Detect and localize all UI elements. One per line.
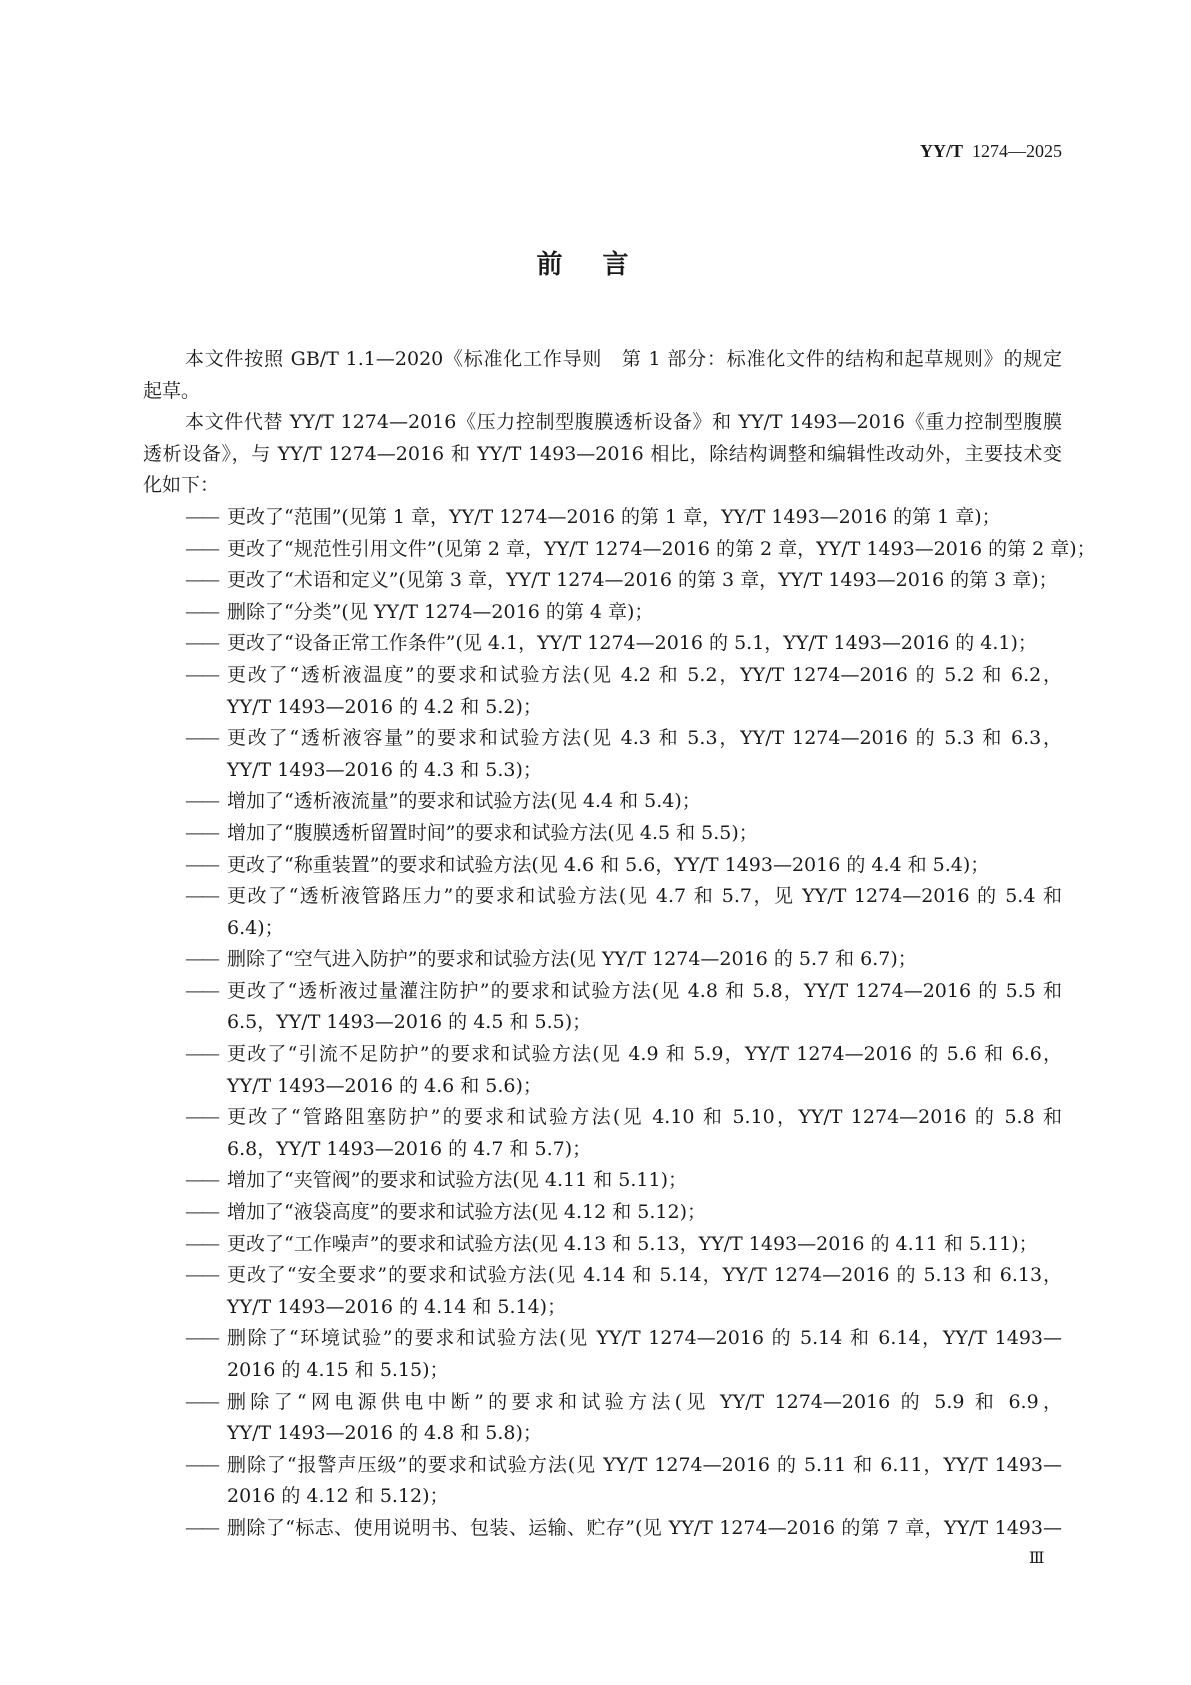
list-item-continuation: 6.8，YY/T 1493—2016 的 4.7 和 5.7)；	[227, 1137, 592, 1160]
list-item-first-line	[143, 1450, 1062, 1482]
list-item-text: 更改了“透析液过量灌注防护”的要求和试验方法(见 4.8 和 5.8，YY/T 1274—2016 的 5.5 和	[227, 979, 1062, 1002]
list-item-first-line	[143, 1387, 1062, 1419]
list-item-text: 删除了“环境试验”的要求和试验方法(见 YY/T 1274—2016 的 5.14 和 6.14，YY/T 1493—	[227, 1327, 1062, 1350]
list-item-text: 更改了“管路阻塞防护”的要求和试验方法(见 4.10 和 5.10，YY/T 1274—2016 的 5.8 和	[227, 1106, 1062, 1129]
list-item	[143, 1165, 1062, 1197]
page-title: 前言	[536, 250, 669, 280]
list-item-text: 更改了“术语和定义”(见第 3 章，YY/T 1274—2016 的第 3 章，YY/T 1493—2016 的第 3 章)；	[227, 569, 1058, 592]
list-dash-marker: ——	[185, 1264, 217, 1287]
list-dash-marker: ——	[185, 1106, 217, 1129]
list-dash-marker: ——	[185, 505, 217, 528]
paragraph-line: 本文件代替 YY/T 1274—2016《压力控制型腹膜透析设备》和 YY/T 1493—2016《重力控制型腹膜	[185, 411, 1062, 434]
list-item-text: 增加了“夹管阀”的要求和试验方法(见 4.11 和 5.11)；	[227, 1169, 687, 1192]
list-item-text: 更改了“设备正常工作条件”(见 4.1，YY/T 1274—2016 的 5.1，YY/T 1493—2016 的 4.1)；	[227, 632, 1037, 655]
page-number: Ⅲ	[1029, 1548, 1045, 1567]
list-item	[143, 1450, 1062, 1513]
list-item-first-line	[143, 660, 1062, 692]
list-dash-marker: ——	[185, 1169, 217, 1192]
list-item-text: 删除了“报警声压级”的要求和试验方法(见 YY/T 1274—2016 的 5.11 和 6.11，YY/T 1493—	[227, 1453, 1062, 1476]
list-item-text: 更改了“透析液温度”的要求和试验方法(见 4.2 和 5.2，YY/T 1274—2016 的 5.2 和 6.2，	[227, 663, 1062, 686]
list-dash-marker: ——	[185, 948, 217, 971]
paragraph-line: 化如下：	[143, 474, 220, 497]
list-item	[143, 1260, 1062, 1323]
list-item	[143, 1102, 1062, 1165]
list-item-text: 删除了“网电源供电中断”的要求和试验方法(见 YY/T 1274—2016 的 5.9 和 6.9，	[227, 1390, 1062, 1413]
list-dash-marker: ——	[185, 790, 217, 813]
list-item	[143, 502, 1062, 534]
document-code	[920, 141, 1062, 162]
list-item	[143, 660, 1062, 723]
list-dash-marker: ——	[185, 537, 217, 560]
list-dash-marker: ——	[185, 1516, 217, 1539]
list-item-first-line	[143, 1102, 1062, 1134]
list-item	[143, 944, 1062, 976]
list-dash-marker: ——	[185, 1390, 217, 1413]
list-dash-marker: ——	[185, 853, 217, 876]
list-item-text: 删除了“分类”(见 YY/T 1274—2016 的第 4 章)；	[227, 600, 654, 623]
list-item	[143, 976, 1062, 1039]
list-item-continuation: YY/T 1493—2016 的 4.14 和 5.14)；	[227, 1295, 567, 1318]
list-item-first-line	[143, 944, 1062, 976]
list-dash-marker: ——	[185, 1453, 217, 1476]
list-dash-marker: ——	[185, 663, 217, 686]
list-item-first-line	[143, 1323, 1062, 1355]
list-item-continuation: 2016 的 4.15 和 5.15)；	[227, 1359, 449, 1381]
list-item-text: 更改了“引流不足防护”的要求和试验方法(见 4.9 和 5.9，YY/T 1274—2016 的 5.6 和 6.6，	[227, 1043, 1062, 1066]
list-item-first-line	[143, 1229, 1062, 1261]
list-dash-marker: ——	[185, 632, 217, 655]
list-item-text: 增加了“液袋高度”的要求和试验方法(见 4.12 和 5.12)；	[227, 1201, 706, 1224]
list-item-text: 更改了“规范性引用文件”(见第 2 章，YY/T 1274—2016 的第 2 章，YY/T 1493—2016 的第 2 章)；	[227, 537, 1096, 560]
list-item-text: 增加了“腹膜透析留置时间”的要求和试验方法(见 4.5 和 5.5)；	[227, 821, 758, 844]
list-item	[143, 1197, 1062, 1229]
foreword-body	[143, 344, 1096, 1545]
list-item-first-line	[143, 534, 1096, 566]
list-dash-marker: ——	[185, 821, 217, 844]
list-item-text: 更改了“工作噪声”的要求和试验方法(见 4.13 和 5.13，YY/T 1493—2016 的 4.11 和 5.11)；	[227, 1232, 1038, 1255]
list-dash-marker: ——	[185, 569, 217, 592]
list-item-first-line	[143, 1197, 1062, 1229]
list-item-continuation: 6.5，YY/T 1493—2016 的 4.5 和 5.5)；	[227, 1011, 592, 1034]
list-item-first-line	[143, 597, 1062, 629]
list-item-text: 更改了“透析液管路压力”的要求和试验方法(见 4.7 和 5.7，见 YY/T 1274—2016 的 5.4 和	[227, 885, 1062, 908]
list-dash-marker: ——	[185, 979, 217, 1002]
paragraph	[143, 407, 1062, 502]
list-item-first-line	[143, 1039, 1062, 1071]
list-item-first-line	[143, 502, 1062, 534]
list-item	[143, 1513, 1062, 1545]
list-item-first-line	[143, 818, 1062, 850]
list-item	[143, 1323, 1062, 1386]
list-item	[143, 1039, 1062, 1102]
list-item-first-line	[143, 565, 1062, 597]
list-item-text: 删除了“空气进入防护”的要求和试验方法(见 YY/T 1274—2016 的 5.7 和 6.7)；	[227, 948, 917, 971]
list-item-continuation: 6.4)；	[227, 916, 284, 939]
list-item-first-line	[143, 1165, 1062, 1197]
list-item-text: 增加了“透析液流量”的要求和试验方法(见 4.4 和 5.4)；	[227, 790, 701, 813]
list-item-continuation: YY/T 1493—2016 的 4.8 和 5.8)；	[227, 1422, 542, 1445]
list-item-text: 更改了“透析液容量”的要求和试验方法(见 4.3 和 5.3，YY/T 1274—2016 的 5.3 和 6.3，	[227, 727, 1062, 750]
list-item-continuation: YY/T 1493—2016 的 4.2 和 5.2)；	[227, 695, 542, 718]
list-item	[143, 818, 1062, 850]
list-item-continuation: YY/T 1493—2016 的 4.6 和 5.6)；	[227, 1074, 542, 1097]
list-item	[143, 723, 1062, 786]
paragraph	[143, 344, 1062, 407]
list-item-continuation: 2016 的 4.12 和 5.12)；	[227, 1485, 449, 1508]
list-item-first-line	[143, 976, 1062, 1008]
list-item	[143, 628, 1062, 660]
list-item-first-line	[143, 723, 1062, 755]
list-item-text: 删除了“标志、使用说明书、包装、运输、贮存”(见 YY/T 1274—2016 的第 7 章，YY/T 1493—	[227, 1516, 1062, 1539]
list-item-text: 更改了“范围”(见第 1 章，YY/T 1274—2016 的第 1 章，YY/T 1493—2016 的第 1 章)；	[227, 505, 1001, 528]
list-dash-marker: ——	[185, 1201, 217, 1224]
list-item-first-line	[143, 1260, 1062, 1292]
list-item-first-line	[143, 786, 1062, 818]
list-item	[143, 1229, 1062, 1261]
list-item	[143, 534, 1096, 566]
list-item-first-line	[143, 628, 1062, 660]
list-item-continuation: YY/T 1493—2016 的 4.3 和 5.3)；	[227, 758, 542, 781]
list-item-text: 更改了“安全要求”的要求和试验方法(见 4.14 和 5.14，YY/T 1274—2016 的 5.13 和 6.13，	[227, 1264, 1062, 1287]
list-item-text: 更改了“称重装置”的要求和试验方法(见 4.6 和 5.6，YY/T 1493—2016 的 4.4 和 5.4)；	[227, 853, 990, 876]
list-item	[143, 1387, 1062, 1450]
list-item-first-line	[143, 1513, 1062, 1545]
list-item	[143, 786, 1062, 818]
paragraph-line: 透析设备》，与 YY/T 1274—2016 和 YY/T 1493—2016 相比，除结构调整和编辑性改动外，主要技术变	[143, 442, 1062, 465]
list-dash-marker: ——	[185, 1327, 217, 1350]
list-dash-marker: ——	[185, 600, 217, 623]
list-dash-marker: ——	[185, 1043, 217, 1066]
document-code-number: 1274—2025	[972, 141, 1062, 161]
list-dash-marker: ——	[185, 1232, 217, 1255]
list-dash-marker: ——	[185, 727, 217, 750]
paragraph-line: 本文件按照 GB/T 1.1—2020《标准化工作导则 第 1 部分：标准化文件的结构和起草规则》的规定	[185, 348, 1062, 370]
list-dash-marker: ——	[185, 885, 217, 908]
list-item	[143, 597, 1062, 629]
list-item-first-line	[143, 881, 1062, 913]
document-code-prefix: YY/T	[919, 141, 963, 161]
list-item	[143, 881, 1062, 944]
list-item	[143, 565, 1062, 597]
list-item	[143, 850, 1062, 882]
list-item-first-line	[143, 850, 1062, 882]
paragraph-line: 起草。	[143, 379, 201, 402]
